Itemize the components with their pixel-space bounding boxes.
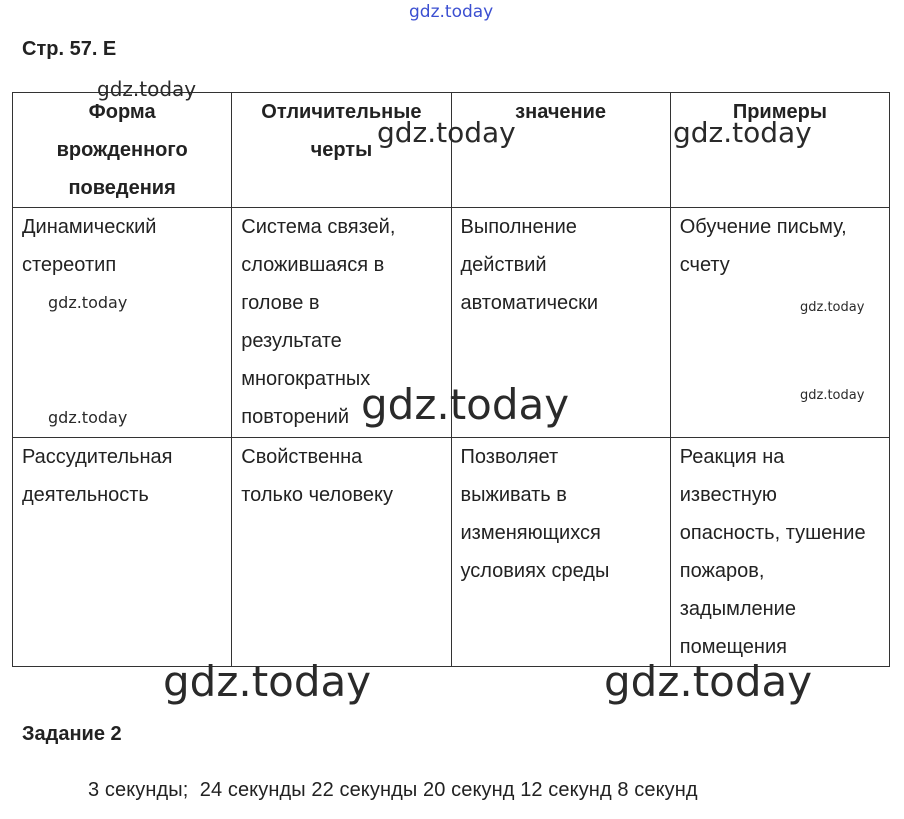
watermark: gdz.today [800, 388, 865, 403]
table-cell [13, 438, 232, 667]
task2-answer: 3 секунды; 24 секунды 22 секунды 20 секунд 12 секунд 8 секунд [88, 779, 698, 801]
task2-title: Задание 2 [22, 723, 122, 745]
cell-examples: Реакция на известную опасность, тушение пожаров, задымление помещения [679, 446, 866, 658]
cell-features: Свойственна только человеку [241, 446, 394, 506]
cell-form: Рассудительная деятельность [22, 446, 173, 506]
table-header-row [13, 93, 890, 208]
watermark: gdz.today [163, 657, 372, 706]
header-features: Отличительные черты [261, 101, 422, 161]
table-cell [670, 208, 889, 438]
table-cell [670, 438, 889, 667]
watermark: gdz.today [97, 77, 197, 101]
cell-examples: Обучение письму, счету [679, 216, 847, 276]
watermark: gdz.today [361, 380, 570, 429]
watermark: gdz.today [604, 657, 813, 706]
table-cell [451, 438, 670, 667]
watermark: gdz.today [409, 2, 494, 22]
table-cell [13, 208, 232, 438]
watermark: gdz.today [800, 300, 865, 315]
watermark: gdz.today [377, 116, 516, 149]
table-header-cell [670, 93, 889, 208]
table-row [13, 438, 890, 667]
cell-meaning: Позволяет выживать в изменяющихся условиях среды [460, 446, 610, 582]
table-header-cell [232, 93, 451, 208]
table-header-cell [13, 93, 232, 208]
header-meaning: значение [515, 101, 607, 123]
table-header-cell [451, 93, 670, 208]
cell-form: Динамический стереотип [22, 216, 157, 276]
watermark: gdz.today [48, 293, 128, 312]
watermark: gdz.today [673, 116, 812, 149]
cell-features: Система связей, сложившаяся в голове в результате многократных повторений [241, 216, 396, 428]
header-examples: Примеры [732, 101, 827, 123]
table-cell [232, 438, 451, 667]
header-form: Форма врожденного поведения [56, 101, 188, 199]
page-title: Стр. 57. Е [22, 38, 117, 60]
watermark: gdz.today [48, 408, 128, 427]
cell-meaning: Выполнение действий автоматически [460, 216, 599, 314]
